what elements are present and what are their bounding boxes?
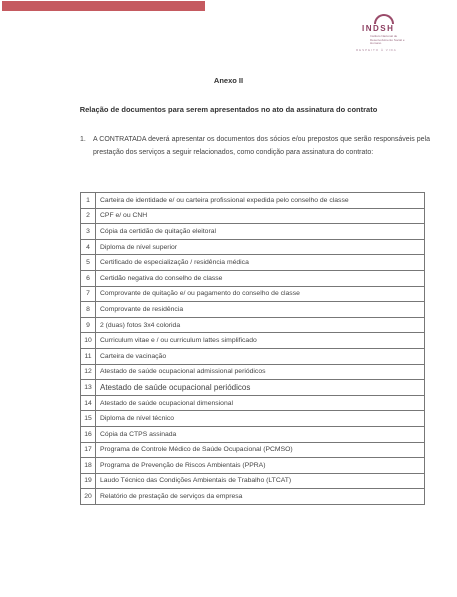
logo-text: INDSH [362, 24, 395, 33]
row-number: 15 [81, 411, 96, 427]
logo-motto: RESPEITO À VIDA [356, 48, 397, 52]
documents-table [80, 192, 425, 505]
row-number: 14 [81, 395, 96, 411]
table-row [81, 239, 425, 255]
table-row [81, 380, 425, 396]
row-description: Programa de Prevenção de Riscos Ambientais (PPRA) [96, 458, 425, 474]
table-row [81, 286, 425, 302]
table-row [81, 395, 425, 411]
row-number: 11 [81, 348, 96, 364]
annex-title: Anexo II [213, 76, 244, 85]
row-number: 19 [81, 473, 96, 489]
row-description: Certidão negativa do conselho de classe [96, 270, 425, 286]
row-description: Diploma de nível técnico [96, 411, 425, 427]
table-row [81, 255, 425, 271]
intro-paragraph [80, 134, 430, 159]
header-stamp-bar [2, 1, 205, 11]
table-row [81, 364, 425, 380]
table-row [81, 270, 425, 286]
row-description: Carteira de identidade e/ ou carteira profissional expedida pelo conselho de classe [96, 193, 425, 209]
table-row [81, 302, 425, 318]
row-description: Curriculum vitae e / ou curriculum lattes simplificado [96, 333, 425, 349]
table-row [81, 348, 425, 364]
table-row [81, 224, 425, 240]
row-number: 13 [81, 380, 96, 396]
row-description: Comprovante de quitação e/ ou pagamento do conselho de classe [96, 286, 425, 302]
logo-arc-icon [374, 14, 394, 24]
row-description: Relatório de prestação de serviços da empresa [96, 489, 425, 505]
table-row [81, 317, 425, 333]
row-number: 17 [81, 442, 96, 458]
intro-number: 1. [80, 136, 86, 143]
document-title: Relação de documentos para serem apresentados no ato da assinatura do contrato [79, 105, 378, 114]
table-row [81, 458, 425, 474]
logo-subtitle: Instituto Nacional de Desenvolvimento Social e Humano [370, 34, 405, 45]
row-description: CPF e/ ou CNH [96, 208, 425, 224]
row-number: 20 [81, 489, 96, 505]
row-description: Laudo Técnico das Condições Ambientais de Trabalho (LTCAT) [96, 473, 425, 489]
table-row [81, 489, 425, 505]
row-number: 18 [81, 458, 96, 474]
row-description: Atestado de saúde ocupacional periódicos [96, 380, 425, 396]
row-number: 9 [81, 317, 96, 333]
row-number: 4 [81, 239, 96, 255]
row-number: 3 [81, 224, 96, 240]
table-row [81, 442, 425, 458]
table-row [81, 208, 425, 224]
row-description: Diploma de nível superior [96, 239, 425, 255]
row-number: 12 [81, 364, 96, 380]
row-number: 2 [81, 208, 96, 224]
row-number: 10 [81, 333, 96, 349]
row-description: Cópia da CTPS assinada [96, 426, 425, 442]
row-number: 16 [81, 426, 96, 442]
row-description: 2 (duas) fotos 3x4 colorida [96, 317, 425, 333]
row-number: 5 [81, 255, 96, 271]
indsh-logo [348, 14, 420, 54]
row-description: Atestado de saúde ocupacional dimensional [96, 395, 425, 411]
row-description: Atestado de saúde ocupacional admissional periódicos [96, 364, 425, 380]
row-description: Programa de Controle Médico de Saúde Ocupacional (PCMSO) [96, 442, 425, 458]
row-description: Carteira de vacinação [96, 348, 425, 364]
table-row [81, 473, 425, 489]
intro-text: A CONTRATADA deverá apresentar os documentos dos sócios e/ou prepostos que serão responsáveis pela prestação dos serviços a seguir relacionados, como condição para assinatura do contrato: [93, 136, 430, 156]
table-row [81, 193, 425, 209]
row-description: Certificado de especialização / residência médica [96, 255, 425, 271]
row-number: 8 [81, 302, 96, 318]
row-description: Cópia da certidão de quitação eleitoral [96, 224, 425, 240]
table-row [81, 411, 425, 427]
table-row [81, 333, 425, 349]
row-number: 6 [81, 270, 96, 286]
table-row [81, 426, 425, 442]
row-description: Comprovante de residência [96, 302, 425, 318]
row-number: 1 [81, 193, 96, 209]
row-number: 7 [81, 286, 96, 302]
